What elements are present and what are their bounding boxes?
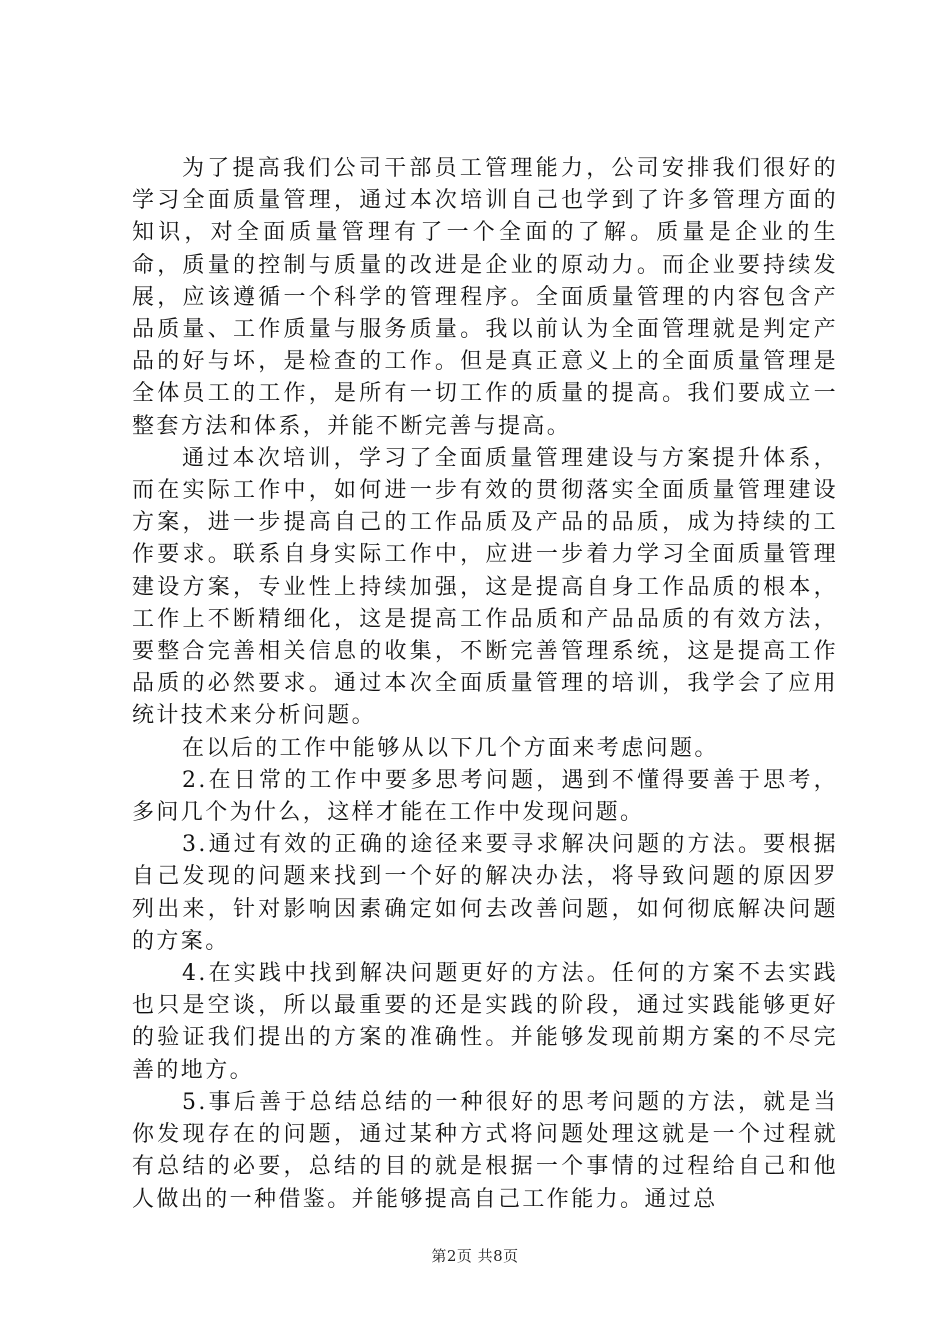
paragraph-2: 通过本次培训，学习了全面质量管理建设与方案提升体系，而在实际工作中，如何进一步有效的贯彻落实全面质量管理建设方案，进一步提高自己的工作品质及产品的品质，成为持续的工作要求。联系自身实际工作中，应进一步着力学习全面质量管理建设方案，专业性上持续加强，这是提高自身工作品质的根本，工作上不断精细化，这是提高工作品质和产品品质的有效方法，要整合完善相关信息的收集，不断完善管理系统，这是提高工作品质的必然要求。通过本次全面质量管理的培训，我学会了应用统计技术来分析问题。: [132, 445, 838, 729]
paragraph-3: 在以后的工作中能够从以下几个方面来考虑问题。: [182, 735, 719, 761]
list-item-2: 2.在日常的工作中要多思考问题，遇到不懂得要善于思考，多问几个为什么，这样才能在工作中发现问题。: [132, 767, 838, 826]
list-item-5: 5.事后善于总结总结的一种很好的思考问题的方法，就是当你发现存在的问题，通过某种方式将问题处理这就是一个过程就有总结的必要，总结的目的就是根据一个事情的过程给自己和他人做出的一种借鉴。并能够提高自己工作能力。通过总: [132, 1089, 838, 1212]
page-number-footer: 第2页 共8页: [431, 1247, 519, 1265]
list-item-4: 4.在实践中找到解决问题更好的方法。任何的方案不去实践也只是空谈，所以最重要的还是实践的阶段，通过实践能够更好的验证我们提出的方案的准确性。并能够发现前期方案的不尽完善的地方。: [132, 961, 838, 1083]
list-item-3: 3.通过有效的正确的途径来要寻求解决问题的方法。要根据自己发现的问题来找到一个好的解决办法，将导致问题的原因罗列出来，针对影响因素确定如何去改善问题，如何彻底解决问题的方案。: [132, 832, 838, 954]
document-body: [132, 153, 838, 1216]
paragraph-1: 为了提高我们公司干部员工管理能力，公司安排我们很好的学习全面质量管理，通过本次培训自己也学到了许多管理方面的知识，对全面质量管理有了一个全面的了解。质量是企业的生命，质量的控制与质量的改进是企业的原动力。而企业要持续发展，应该遵循一个科学的管理程序。全面质量管理的内容包含产品质量、工作质量与服务质量。我以前认为全面管理就是判定产品的好与坏，是检查的工作。但是真正意义上的全面质量管理是全体员工的工作，是所有一切工作的质量的提高。我们要成立一整套方法和体系，并能不断完善与提高。: [132, 156, 838, 439]
